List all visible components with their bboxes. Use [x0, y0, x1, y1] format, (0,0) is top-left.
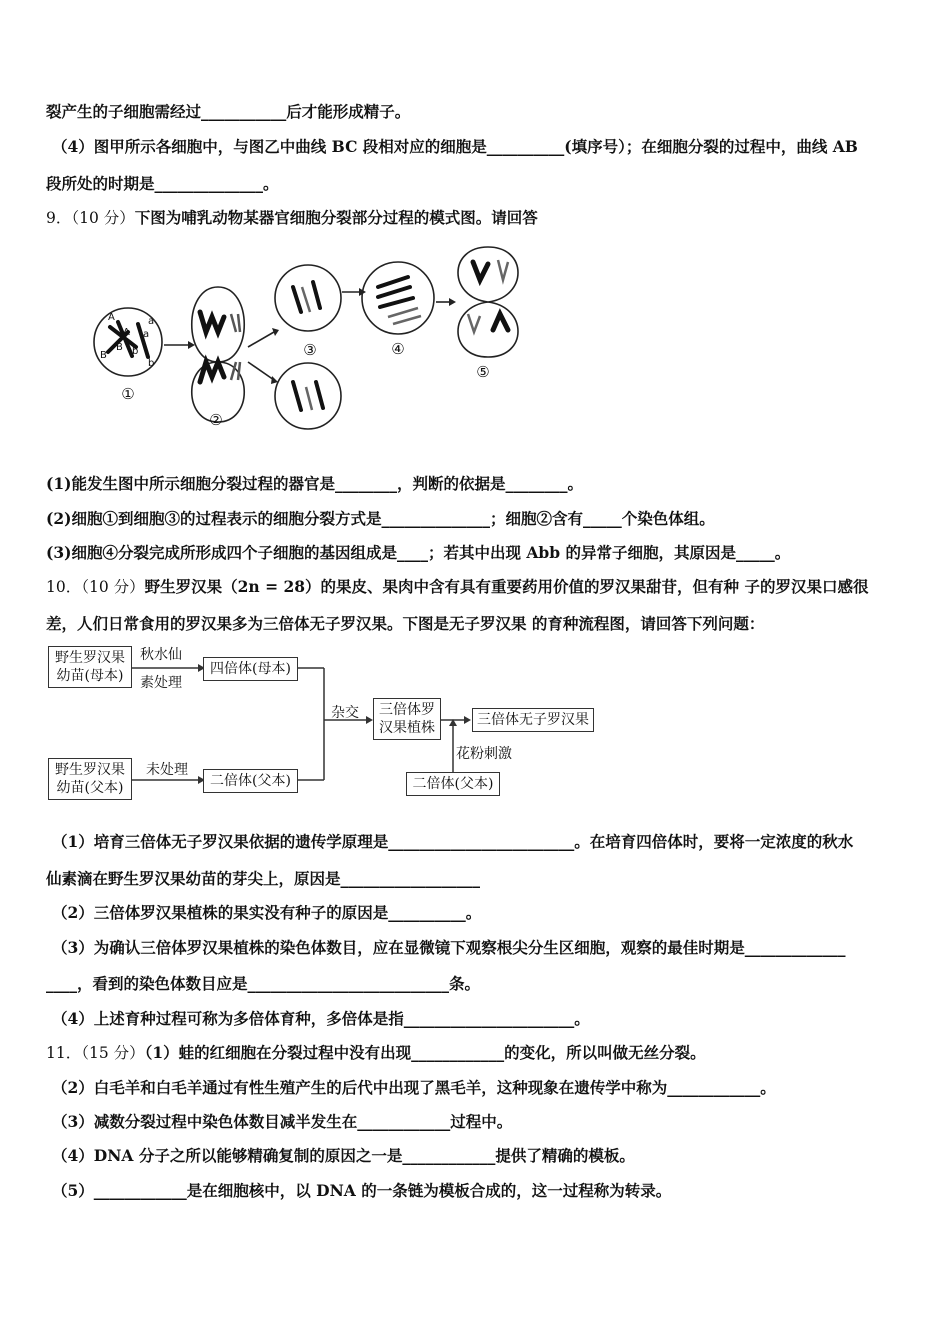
cell-division-diagram: [88, 232, 548, 437]
gene-label: a: [148, 316, 155, 327]
question-11-stem: [46, 1042, 908, 1064]
question-score: （10 分）: [71, 209, 135, 227]
text-line: 段所处的时期是______________。: [46, 174, 279, 193]
cell-label: ④: [391, 340, 405, 358]
cell-label: ②: [209, 411, 223, 429]
box-diploid-2: 二倍体(父本): [406, 772, 500, 796]
cell-3-top: [275, 265, 341, 331]
text-line: （3）减数分裂过程中染色体数目减半发生在____________过程中。: [52, 1112, 513, 1131]
gene-label: b: [132, 346, 139, 357]
box-diploid: 二倍体(父本): [203, 769, 298, 793]
question-number: 10．: [46, 578, 82, 596]
label-pollen: 花粉刺激: [456, 746, 512, 762]
text-line: （3）为确认三倍体罗汉果植株的染色体数目，应在显微镜下观察根尖分生区细胞，观察的最佳时期是_____________: [52, 938, 846, 957]
question-9-stem: [46, 207, 908, 229]
box-wild-mother: [48, 646, 132, 688]
gene-label: B: [116, 342, 123, 353]
text-line: (3)细胞④分裂完成所形成四个子细胞的基因组成是____；若其中出现 Abb 的异常子细胞，其原因是_____。: [46, 543, 791, 562]
box-text: 野生罗汉果 幼苗(父本): [55, 762, 125, 796]
gene-label: A: [123, 327, 130, 338]
question-10-stem: [46, 576, 908, 598]
cell-label: ⑤: [476, 363, 490, 381]
box-text: 三倍体罗 汉果植株: [379, 702, 435, 736]
text-line: （2）白毛羊和白毛羊通过有性生殖产生的后代中出现了黑毛羊，这种现象在遗传学中称为____________。: [52, 1078, 776, 1097]
text-line: ____，看到的染色体数目应是__________________________条。: [46, 974, 481, 993]
text-line: 差，人们日常食用的罗汉果多为三倍体无子罗汉果。下图是无子罗汉果 的育种流程图，请回答下列问题：: [46, 614, 765, 633]
gene-label: b: [148, 358, 155, 369]
label-colchicine-1: 秋水仙: [140, 647, 182, 663]
gene-label: B: [100, 350, 107, 361]
cell-2: [192, 287, 245, 422]
label-colchicine-2: 素处理: [140, 675, 182, 691]
gene-label: A: [108, 312, 115, 323]
box-wild-father: [48, 758, 132, 800]
text-line: （2）三倍体罗汉果植株的果实没有种子的原因是__________。: [52, 903, 482, 922]
text-line: (1)能发生图中所示细胞分裂过程的器官是________，判断的依据是________。: [46, 474, 583, 493]
text-line: （1）培育三倍体无子罗汉果依据的遗传学原理是________________________。在培育四倍体时，要将一定浓度的秋水: [52, 832, 854, 851]
text-line: 仙素滴在野生罗汉果幼苗的芽尖上，原因是__________________: [46, 869, 481, 888]
box-tetraploid: 四倍体(母本): [203, 657, 298, 681]
text-line: (2)细胞①到细胞③的过程表示的细胞分裂方式是______________；细胞②含有_____个染色体组。: [46, 509, 715, 528]
question-score: （15 分）: [81, 1044, 145, 1062]
question-text: 野生罗汉果（2n = 28）的果皮、果肉中含有具有重要药用价值的罗汉果甜苷，但有种 子的罗汉果口感很: [144, 577, 869, 596]
question-number: 11．: [46, 1044, 82, 1062]
question-text: 下图为哺乳动物某器官细胞分裂部分过程的模式图。请回答: [134, 208, 538, 227]
cell-label: ③: [303, 341, 317, 359]
breeding-flowchart: [48, 646, 608, 806]
box-triploid: [373, 698, 441, 740]
question-score: （10 分）: [81, 578, 145, 596]
box-seedless: 三倍体无子罗汉果: [472, 708, 594, 732]
text-line: 裂产生的子细胞需经过___________后才能形成精子。: [46, 102, 411, 121]
question-number: 9．: [46, 209, 72, 227]
text-line: （4）DNA 分子之所以能够精确复制的原因之一是____________提供了精确的模板。: [52, 1146, 635, 1165]
label-untreated: 未处理: [146, 762, 188, 778]
gene-label: a: [143, 329, 150, 340]
text-line: （4）图甲所示各细胞中，与图乙中曲线 BC 段相对应的细胞是__________(填序号）；在细胞分裂的过程中，曲线 AB: [52, 137, 858, 156]
question-text: （1）蛙的红细胞在分裂过程中没有出现____________的变化，所以叫做无丝分裂。: [144, 1043, 706, 1062]
text-line: （5）____________是在细胞核中，以 DNA 的一条链为模板合成的，这一过程称为转录。: [52, 1181, 672, 1200]
cell-label: ①: [121, 385, 135, 403]
text-line: （4）上述育种过程可称为多倍体育种，多倍体是指______________________。: [52, 1009, 590, 1028]
label-cross: 杂交: [331, 705, 359, 721]
box-text: 野生罗汉果 幼苗(母本): [55, 650, 125, 684]
